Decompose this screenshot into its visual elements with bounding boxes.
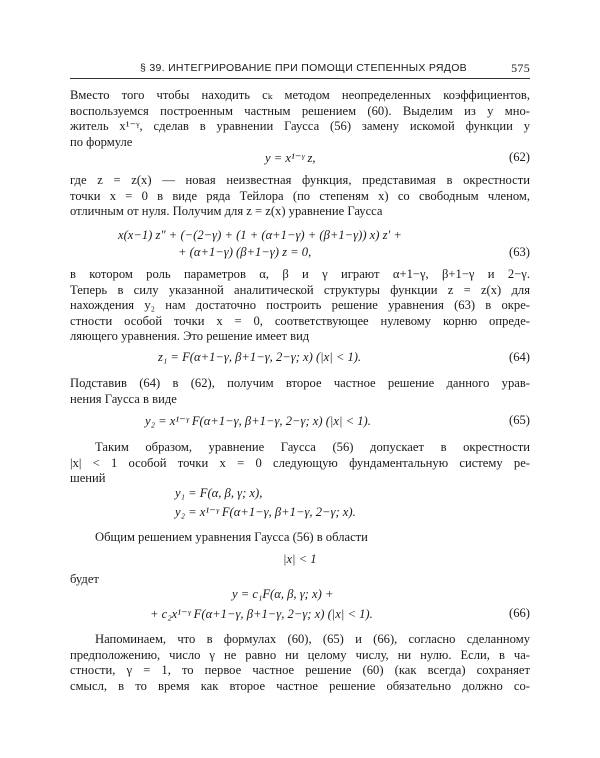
region-condition: |x| < 1 [283,552,317,566]
text-line: шений [70,471,106,486]
equation-63-line2: + (α+1−γ) (β+1−γ) z = 0, [178,245,312,259]
equation-label-63: (63) [509,245,530,259]
text-line: предположению, число γ не равно ни целому числу, ни нулю. Если, в ча- [70,647,530,662]
paragraph-general-solution: Общим решением уравнения Гаусса (56) в области [95,530,368,544]
equation-label-65: (65) [509,413,530,427]
text-line: по формуле [70,134,133,149]
equation-63-line1: x(x−1) z″ + (−(2−γ) + (1 + (α+1−γ) + (β+1−γ)) x) z′ + [118,228,402,242]
system-line1: y₁ = F(α, β, γ; x), [175,486,263,500]
equation-label-66: (66) [509,606,530,620]
text-line: |x| < 1 особой точки x = 0 следующую фундаментальную систему ре- [70,455,530,470]
paragraph-intro [70,88,530,150]
equation-64: z₁ = F(α+1−γ, β+1−γ, 2−γ; x) (|x| < 1). [158,350,362,364]
equation-label-64: (64) [509,350,530,364]
text-line: стности особой точки x = 0, соответствующее нулевому корню опреде- [70,313,530,328]
text-line: точки x = 0 в виде ряда Тейлора (по степеням x) со свободным членом, [70,188,530,203]
equation-62: y = x¹⁻ᵞ z, [265,151,316,165]
text-line: Напоминаем, что в формулах (60), (65) и (66), согласно сделанному [95,632,530,646]
text-line: где z = z(x) — новая неизвестная функция, представимая в окрестности [70,173,530,187]
equation-66-line2: + c₂x¹⁻ᵞ F(α+1−γ, β+1−γ, 2−γ; x) (|x| < 1). [150,607,373,621]
system-line2: y₂ = x¹⁻ᵞ F(α+1−γ, β+1−γ, 2−γ; x). [175,505,356,519]
equation-65: y₂ = x¹⁻ᵞ F(α+1−γ, β+1−γ, 2−γ; x) (|x| < 1). [145,414,371,428]
text-line: нения Гаусса в виде [70,391,177,406]
text-line: смысл, в то время как второе частное решение обязательно должно со- [70,678,530,693]
text-line: Теперь в силу указанной аналитической структуры функции z = z(x) для [70,282,530,297]
equation-label-62: (62) [509,150,530,164]
text-line: стности, γ = 1, то первое частное решение (60) (как всегда) сохраняет [70,663,530,678]
text-line: ляющего уравнения. Это решение имеет вид [70,329,310,344]
paragraph-will-be: будет [70,572,99,586]
chapter-title: § 39. ИНТЕГРИРОВАНИЕ ПРИ ПОМОЩИ СТЕПЕННЫХ РЯДОВ [140,62,467,74]
equation-66-line1: y = c₁F(α, β, γ; x) + [232,587,334,601]
running-header [70,60,530,79]
text-line: Таким образом, уравнение Гаусса (56) допускает в окрестности [95,440,530,454]
paragraph-fundamental-system [70,440,530,487]
text-line: в котором роль параметров α, β и γ играют α+1−γ, β+1−γ и 2−γ. [70,267,530,281]
text-line: Вместо того чтобы находить cₖ методом неопределенных коэффициентов, [70,88,530,102]
text-line: воспользуемся построенным частным решением (60). Выделим из y мно- [70,103,530,118]
paragraph-parameters [70,267,530,345]
paragraph-second-solution [70,376,530,407]
text-line: Подставив (64) в (62), получим второе частное решение данного урав- [70,376,530,390]
text-line: отличным от нуля. Получим для z = z(x) уравнение Гаусса [70,204,383,219]
paragraph-reminder [70,632,530,694]
text-line: житель x¹⁻ᵞ, сделав в уравнении Гаусса (56) замену искомой функции y [70,119,530,134]
page-number: 575 [511,61,530,75]
text-line: нахождения y₂ нам достаточно построить решение уравнения (63) в окре- [70,298,530,313]
paragraph-substitution [70,173,530,220]
